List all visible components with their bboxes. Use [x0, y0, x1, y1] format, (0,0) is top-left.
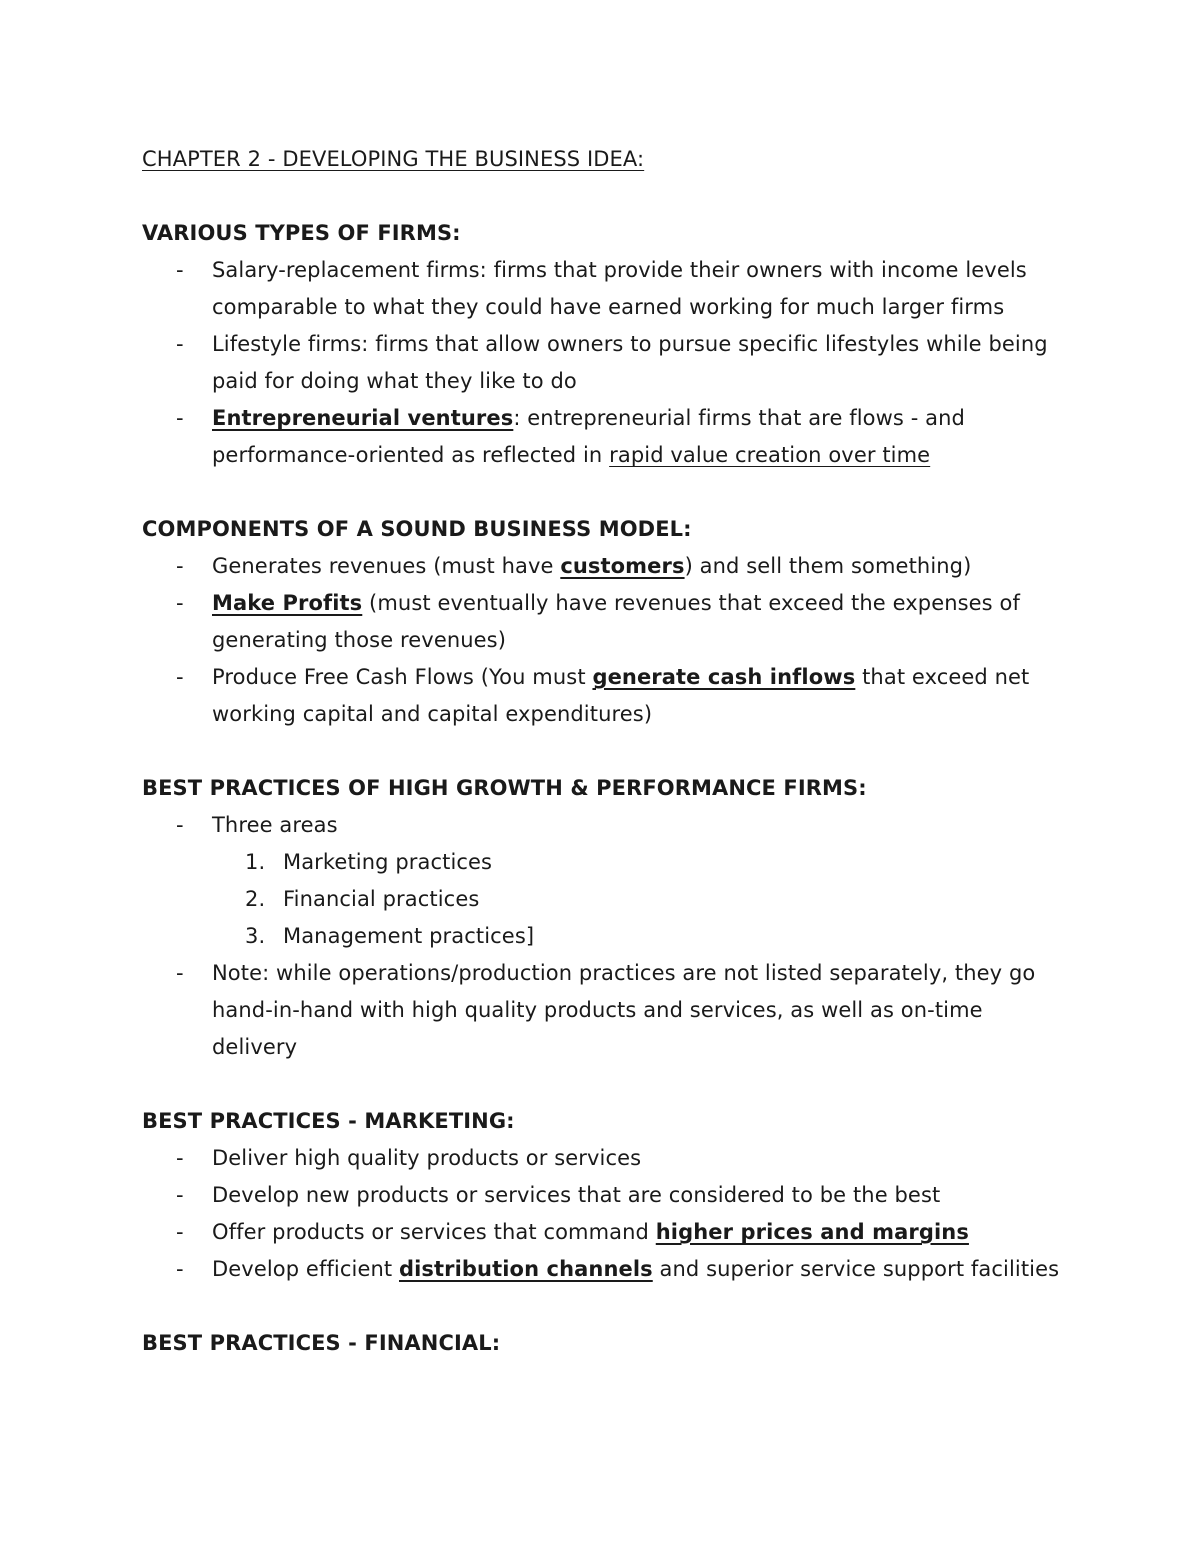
document-content [142, 141, 1072, 1362]
list-item-text: Generates revenues (must have [212, 554, 561, 578]
list-item [142, 1140, 1072, 1177]
list-marker: - [176, 961, 184, 985]
emphasized-term: higher prices and margins [655, 1220, 969, 1244]
list-marker: - [176, 554, 184, 578]
list-marker: - [176, 1183, 184, 1207]
emphasized-term: distribution channels [399, 1257, 653, 1281]
list-item [142, 1177, 1072, 1214]
list-item-text: Deliver high quality products or services [212, 1146, 642, 1170]
numbered-item-text: Financial practices [283, 887, 480, 911]
list-item [142, 659, 1072, 733]
emphasized-term: generate cash inflows [592, 665, 856, 689]
numbered-item-text: Management practices] [283, 924, 535, 948]
section-heading-firm-types: VARIOUS TYPES OF FIRMS: [142, 221, 461, 245]
spacer [142, 733, 1072, 770]
spacer [142, 474, 1072, 511]
emphasized-term: customers [560, 554, 685, 578]
list-item-text: ) and sell them something) [684, 554, 972, 578]
spacer [142, 178, 1072, 215]
emphasized-term: Make Profits [212, 591, 363, 615]
list-item-text: Note: while operations/production practices are not listed separately, they go hand-in-hand with high quality products and services, as well as on-time delivery [212, 961, 1036, 1059]
list-item [142, 1214, 1072, 1251]
list-marker: - [176, 332, 184, 356]
list-item [142, 807, 1072, 844]
list-item [142, 252, 1072, 326]
practice-areas-list [142, 844, 1072, 955]
numbered-item [142, 918, 1072, 955]
list-item [142, 585, 1072, 659]
emphasized-term: Entrepreneurial ventures [212, 406, 514, 430]
list-item-text: (must eventually have revenues that exceed the expenses of generating those revenues) [212, 591, 1020, 652]
section-heading-best-practices: BEST PRACTICES OF HIGH GROWTH & PERFORMANCE FIRMS: [142, 776, 867, 800]
list-item [142, 548, 1072, 585]
list-marker: - [176, 258, 184, 282]
number-marker: 2. [245, 887, 266, 911]
list-marker: - [176, 1146, 184, 1170]
list-item-text: Develop efficient [212, 1257, 399, 1281]
list-marker: - [176, 1257, 184, 1281]
list-item-text: Produce Free Cash Flows (You must [212, 665, 593, 689]
list-item-text: Develop new products or services that are considered to be the best [212, 1183, 941, 1207]
list-item-text: and superior service support facilities [652, 1257, 1060, 1281]
numbered-item [142, 881, 1072, 918]
list-item-text: Salary-replacement firms: firms that provide their owners with income levels comparable to what they could have earned working for much larger firms [212, 258, 1027, 319]
list-item-text: that exceed net working capital and capital expenditures) [212, 665, 1030, 726]
list-item-text: Three areas [212, 813, 338, 837]
list-marker: - [176, 813, 184, 837]
number-marker: 3. [245, 924, 266, 948]
numbered-item [142, 844, 1072, 881]
underlined-phrase: rapid value creation over time [609, 443, 931, 467]
list-item [142, 400, 1072, 474]
firm-types-list [142, 252, 1072, 474]
list-item-text: : entrepreneurial firms that are flows - and performance-oriented as reflected in [212, 406, 965, 467]
section-heading-business-model: COMPONENTS OF A SOUND BUSINESS MODEL: [142, 517, 692, 541]
number-marker: 1. [245, 850, 266, 874]
spacer [142, 1288, 1072, 1325]
marketing-list [142, 1140, 1072, 1288]
list-marker: - [176, 406, 184, 430]
section-heading-marketing: BEST PRACTICES - MARKETING: [142, 1109, 515, 1133]
list-marker: - [176, 665, 184, 689]
list-item [142, 326, 1072, 400]
list-item-text: Lifestyle firms: firms that allow owners to pursue specific lifestyles while being paid for doing what they like to do [212, 332, 1048, 393]
list-item [142, 955, 1072, 1066]
spacer [142, 1066, 1072, 1103]
section-heading-financial: BEST PRACTICES - FINANCIAL: [142, 1331, 501, 1355]
list-marker: - [176, 1220, 184, 1244]
best-practices-note-list [142, 955, 1072, 1066]
business-model-list [142, 548, 1072, 733]
numbered-item-text: Marketing practices [283, 850, 493, 874]
list-item [142, 1251, 1072, 1288]
chapter-title: CHAPTER 2 - DEVELOPING THE BUSINESS IDEA: [142, 147, 645, 171]
list-item-text: Offer products or services that command [212, 1220, 656, 1244]
best-practices-list [142, 807, 1072, 844]
list-marker: - [176, 591, 184, 615]
